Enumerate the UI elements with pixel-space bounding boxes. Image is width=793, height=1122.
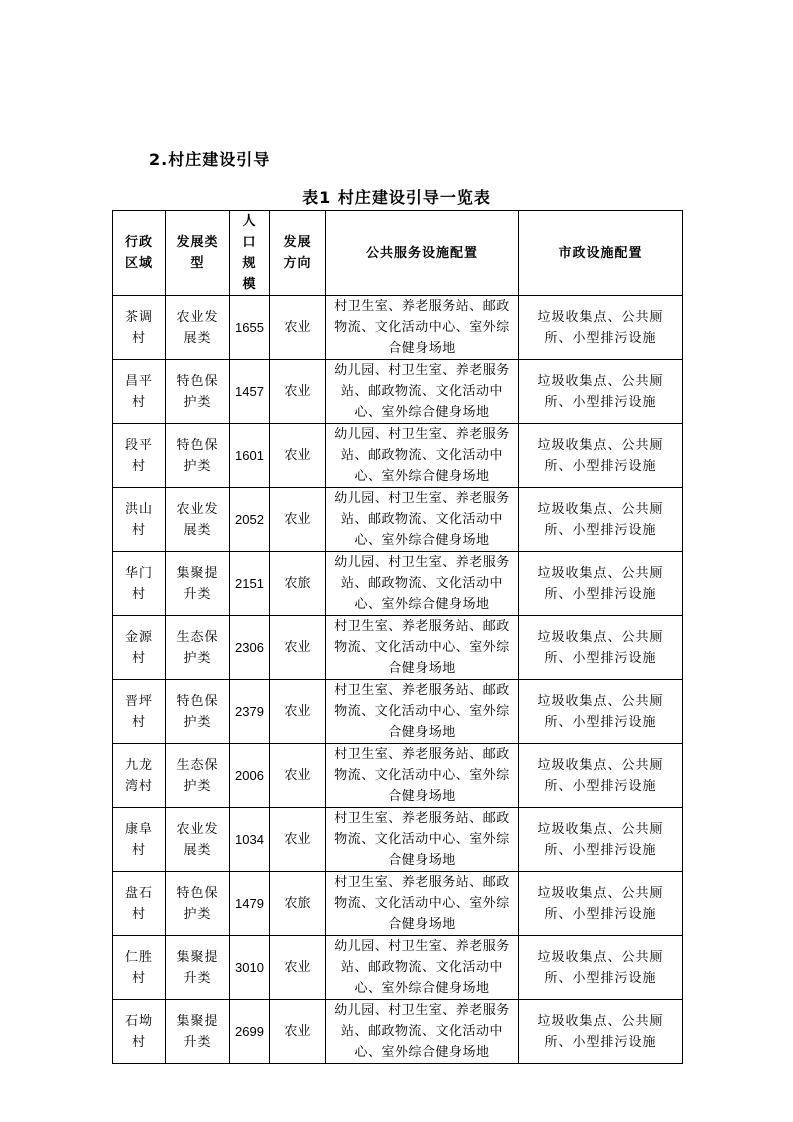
header-municipal-facilities: 市政设施配置: [519, 211, 683, 296]
cell-direction: 农业: [270, 744, 326, 808]
cell-district: 茶调村: [113, 296, 166, 360]
cell-population: 2151: [230, 552, 270, 616]
table-row: [113, 936, 683, 1000]
cell-type: 农业发展类: [166, 808, 230, 872]
cell-type: 特色保护类: [166, 424, 230, 488]
table-row: [113, 552, 683, 616]
cell-district: 昌平村: [113, 360, 166, 424]
cell-district: 盘石村: [113, 872, 166, 936]
cell-direction: 农业: [270, 616, 326, 680]
cell-municipal-facilities: 垃圾收集点、公共厕所、小型排污设施: [519, 808, 683, 872]
cell-direction: 农业: [270, 424, 326, 488]
cell-municipal-facilities: 垃圾收集点、公共厕所、小型排污设施: [519, 936, 683, 1000]
cell-municipal-facilities: 垃圾收集点、公共厕所、小型排污设施: [519, 680, 683, 744]
cell-type: 集聚提升类: [166, 1000, 230, 1064]
cell-type: 特色保护类: [166, 872, 230, 936]
cell-direction: 农业: [270, 296, 326, 360]
cell-municipal-facilities: 垃圾收集点、公共厕所、小型排污设施: [519, 360, 683, 424]
cell-direction: 农业: [270, 936, 326, 1000]
cell-public-facilities: 村卫生室、养老服务站、邮政物流、文化活动中心、室外综合健身场地: [326, 808, 519, 872]
cell-district: 康阜村: [113, 808, 166, 872]
cell-district: 仁胜村: [113, 936, 166, 1000]
header-population: 人口规模: [230, 211, 270, 296]
cell-public-facilities: 村卫生室、养老服务站、邮政物流、文化活动中心、室外综合健身场地: [326, 616, 519, 680]
table-row: [113, 488, 683, 552]
cell-direction: 农业: [270, 360, 326, 424]
cell-public-facilities: 村卫生室、养老服务站、邮政物流、文化活动中心、室外综合健身场地: [326, 680, 519, 744]
cell-type: 生态保护类: [166, 616, 230, 680]
table-row: [113, 616, 683, 680]
cell-public-facilities: 幼儿园、村卫生室、养老服务站、邮政物流、文化活动中心、室外综合健身场地: [326, 1000, 519, 1064]
cell-direction: 农业: [270, 1000, 326, 1064]
cell-public-facilities: 幼儿园、村卫生室、养老服务站、邮政物流、文化活动中心、室外综合健身场地: [326, 424, 519, 488]
cell-public-facilities: 幼儿园、村卫生室、养老服务站、邮政物流、文化活动中心、室外综合健身场地: [326, 552, 519, 616]
cell-population: 1601: [230, 424, 270, 488]
cell-municipal-facilities: 垃圾收集点、公共厕所、小型排污设施: [519, 1000, 683, 1064]
cell-population: 2306: [230, 616, 270, 680]
cell-district: 段平村: [113, 424, 166, 488]
cell-district: 金源村: [113, 616, 166, 680]
cell-district: 洪山村: [113, 488, 166, 552]
cell-district: 石坳村: [113, 1000, 166, 1064]
cell-type: 集聚提升类: [166, 936, 230, 1000]
header-type: 发展类型: [166, 211, 230, 296]
cell-population: 1655: [230, 296, 270, 360]
table-row: [113, 744, 683, 808]
cell-type: 农业发展类: [166, 296, 230, 360]
cell-public-facilities: 幼儿园、村卫生室、养老服务站、邮政物流、文化活动中心、室外综合健身场地: [326, 360, 519, 424]
cell-district: 九龙湾村: [113, 744, 166, 808]
cell-type: 特色保护类: [166, 680, 230, 744]
table-row: [113, 680, 683, 744]
table-row: [113, 424, 683, 488]
cell-population: 1034: [230, 808, 270, 872]
cell-municipal-facilities: 垃圾收集点、公共厕所、小型排污设施: [519, 296, 683, 360]
header-direction: 发展方向: [270, 211, 326, 296]
cell-public-facilities: 村卫生室、养老服务站、邮政物流、文化活动中心、室外综合健身场地: [326, 744, 519, 808]
cell-municipal-facilities: 垃圾收集点、公共厕所、小型排污设施: [519, 552, 683, 616]
cell-direction: 农旅: [270, 552, 326, 616]
cell-population: 2006: [230, 744, 270, 808]
cell-district: 华门村: [113, 552, 166, 616]
table-row: [113, 360, 683, 424]
table-caption: 表1 村庄建设引导一览表: [302, 188, 491, 207]
cell-public-facilities: 村卫生室、养老服务站、邮政物流、文化活动中心、室外综合健身场地: [326, 296, 519, 360]
cell-public-facilities: 幼儿园、村卫生室、养老服务站、邮政物流、文化活动中心、室外综合健身场地: [326, 488, 519, 552]
table-row: [113, 872, 683, 936]
table-row: [113, 1000, 683, 1064]
cell-type: 生态保护类: [166, 744, 230, 808]
cell-direction: 农业: [270, 680, 326, 744]
cell-population: 3010: [230, 936, 270, 1000]
table-header-row: [113, 211, 683, 296]
cell-population: 1479: [230, 872, 270, 936]
cell-municipal-facilities: 垃圾收集点、公共厕所、小型排污设施: [519, 872, 683, 936]
village-guidance-table: [112, 210, 683, 1064]
table-row: [113, 808, 683, 872]
cell-population: 2699: [230, 1000, 270, 1064]
cell-municipal-facilities: 垃圾收集点、公共厕所、小型排污设施: [519, 616, 683, 680]
cell-population: 1457: [230, 360, 270, 424]
cell-municipal-facilities: 垃圾收集点、公共厕所、小型排污设施: [519, 424, 683, 488]
table-row: [113, 296, 683, 360]
cell-type: 特色保护类: [166, 360, 230, 424]
cell-public-facilities: 幼儿园、村卫生室、养老服务站、邮政物流、文化活动中心、室外综合健身场地: [326, 936, 519, 1000]
cell-direction: 农业: [270, 808, 326, 872]
cell-direction: 农旅: [270, 872, 326, 936]
cell-public-facilities: 村卫生室、养老服务站、邮政物流、文化活动中心、室外综合健身场地: [326, 872, 519, 936]
section-heading: 2.村庄建设引导: [149, 150, 271, 169]
cell-direction: 农业: [270, 488, 326, 552]
cell-municipal-facilities: 垃圾收集点、公共厕所、小型排污设施: [519, 744, 683, 808]
header-public-facilities: 公共服务设施配置: [326, 211, 519, 296]
cell-district: 晋坪村: [113, 680, 166, 744]
cell-population: 2052: [230, 488, 270, 552]
header-district: 行政区域: [113, 211, 166, 296]
cell-type: 集聚提升类: [166, 552, 230, 616]
cell-population: 2379: [230, 680, 270, 744]
cell-type: 农业发展类: [166, 488, 230, 552]
cell-municipal-facilities: 垃圾收集点、公共厕所、小型排污设施: [519, 488, 683, 552]
